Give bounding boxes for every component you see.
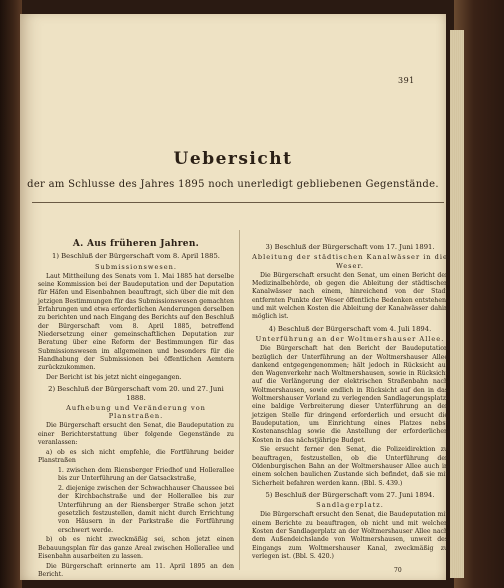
- entry-5-paragraph: Die Bürgerschaft ersucht den Senat, die Baudeputation mit einem Berichte zu beauftragen, ob nicht und mit welchen Kosten der Sandlagerplatz an der Woltmershauser Allee nach dem Außendeichslande von Woltmershausen, unweit des Eingangs zum Woltmershauser Kanal, zweckmäßig zu verlegen ist. (Bbl. S. 420.): [252, 511, 448, 560]
- page-title: Uebersicht: [173, 149, 293, 169]
- entry-2-subheading: Aufhebung und Veränderung von Planstraßen.: [66, 403, 206, 421]
- book-cover-left: [0, 0, 22, 588]
- column-divider: [239, 230, 240, 570]
- entry-2-closing: Die Bürgerschaft erinnerte am 11. April 1895 an den Bericht.: [38, 562, 234, 578]
- entry-1-subheading: Submissionswesen.: [95, 262, 177, 271]
- entry-1-paragraph: Der Bericht ist bis jetzt nicht eingegangen.: [46, 373, 182, 381]
- entry-2-intro: Die Bürgerschaft ersucht den Senat, die Baudeputation zu einer Berichterstattung über folgende Gegenstände zu veranlassen:: [38, 422, 234, 447]
- entry-1-heading: 1) Beschluß der Bürgerschaft vom 8. April 1885.: [52, 252, 220, 261]
- entry-4-paragraph: Die Bürgerschaft hat den Bericht der Baudeputation bezüglich der Unterführung an der Woltmershauser Allee dankend entgegengenommen; hält jedoch in Rücksicht auf den Wagenverkehr nach Woltmershausen, sowie in Rücksicht auf die Verlängerung der elektrischen Straßenbahn nach Woltmershausen, sowie endlich in Rücksicht auf den in das Woltmershauser Vorland zu verlegenden Sandlagerungsplatz, eine baldige Verbreiterung dieser Unterführung an der jetzigen Stelle für dringend erforderlich und ersucht die Baudeputation, um Einrichtung eines Platzes nebst Kostenanschlag sowie die Anstellung der erforderlichen Kosten in das nächstjährige Budget.: [252, 345, 448, 444]
- entry-3-paragraph: Die Bürgerschaft ersucht den Senat, um einen Bericht der Medizinalbehörde, ob gegen die Ableitung der städtischen Kanalwässer nach einem, hinreichend von der Stadt entfernten Punkte der Weser öffentliche Bedenken entstehen, und mit welchen Kosten die Ableitung der Kanalwässer dahin möglich ist.: [252, 271, 448, 321]
- page-subtitle: der am Schlusse des Jahres 1895 noch unerledigt gebliebenen Gegenstände.: [27, 179, 439, 190]
- entry-4-subheading: Unterführung an der Woltmershauser Allee.: [255, 334, 445, 343]
- signature-mark: 70: [394, 567, 402, 574]
- entry-3-heading: 3) Beschluß der Bürgerschaft vom 17. Juni 1891.: [265, 243, 435, 251]
- page-number: 391: [398, 76, 415, 85]
- entry-2-heading: 2) Beschluß der Bürgerschaft vom 20. und 27. Juni 1888.: [48, 385, 224, 402]
- entry-2-item-b: b) ob es nicht zweckmäßig sei, schon jetzt einen Bebauungsplan für das ganze Areal zwischen Hollerallee und Eisenbahn ausarbeiten zu lassen.: [38, 536, 234, 560]
- right-column: [252, 240, 448, 563]
- entry-2-item-a1: 1. zwischen dem Riensberger Friedhof und Hollerallee bis zur Unterführung an der Gatsackstraße,: [58, 466, 234, 483]
- entry-2-item-a: a) ob es sich nicht empfehle, die Fortführung beider Planstraßen: [38, 448, 234, 465]
- entry-4-heading: 4) Beschluß der Bürgerschaft vom 4. Juli 1894.: [268, 324, 432, 333]
- page-edges: [450, 30, 464, 578]
- entry-2-item-a2: 2. diejenige zwischen der Schwachhauser Chaussee bei der Kirchbachstraße und der Hollerallee bis zur Unterführung an der Riensberger Straße schon jetzt gesetzlich festzustellen, damit nicht durch Errichtung von Häusern in der Parkstraße die Fortführung erschwert werde.: [58, 485, 234, 534]
- title-rule: [32, 202, 444, 203]
- entry-1-paragraph: Laut Mittheilung des Senats vom 1. Mai 1885 hat derselbe seine Kommission bei der Baudeputation und der Deputation für Häfen und Eisenbahnen beauftragt, sich über die mit den jetzigen Bestimmungen für das Submissionswesen gemachten Erfahrungen und etwa erforderlichen Aenderungen derselben zu berichten und nach Eingang des Berichts auf den Beschluß der Bürgerschaft vom 8. April 1885, betreffend Niedersetzung einer gemeinschaftlichen Deputation zur Beratung über eine Reform der Bestimmungen für das Submissionswesen im allgemeinen und besonders für die Handhabung der Submissionen bei öffentlichen Aemtern zurückzukommen.: [38, 272, 234, 372]
- entry-3-subheading: Ableitung der städtischen Kanalwässer in die Weser.: [252, 253, 448, 270]
- entry-4-paragraph: Sie ersucht ferner den Senat, die Polizeidirektion zu beauftragen, festzustellen, ob die Unterführung der Oldenburgischen Bahn an der Woltmershauser Allee auch in einem solchen baulichen Zustande sich befindet, daß sie mit Sicherheit befahren werden kann. (Bbl. S. 439.): [252, 446, 448, 487]
- entry-5-subheading: Sandlagerplatz.: [316, 501, 384, 510]
- section-heading: A. Aus früheren Jahren.: [72, 239, 200, 249]
- left-column: [38, 240, 234, 581]
- book-page: [20, 14, 446, 580]
- entry-5-heading: 5) Beschluß der Bürgerschaft vom 27. Juni 1894.: [265, 490, 435, 499]
